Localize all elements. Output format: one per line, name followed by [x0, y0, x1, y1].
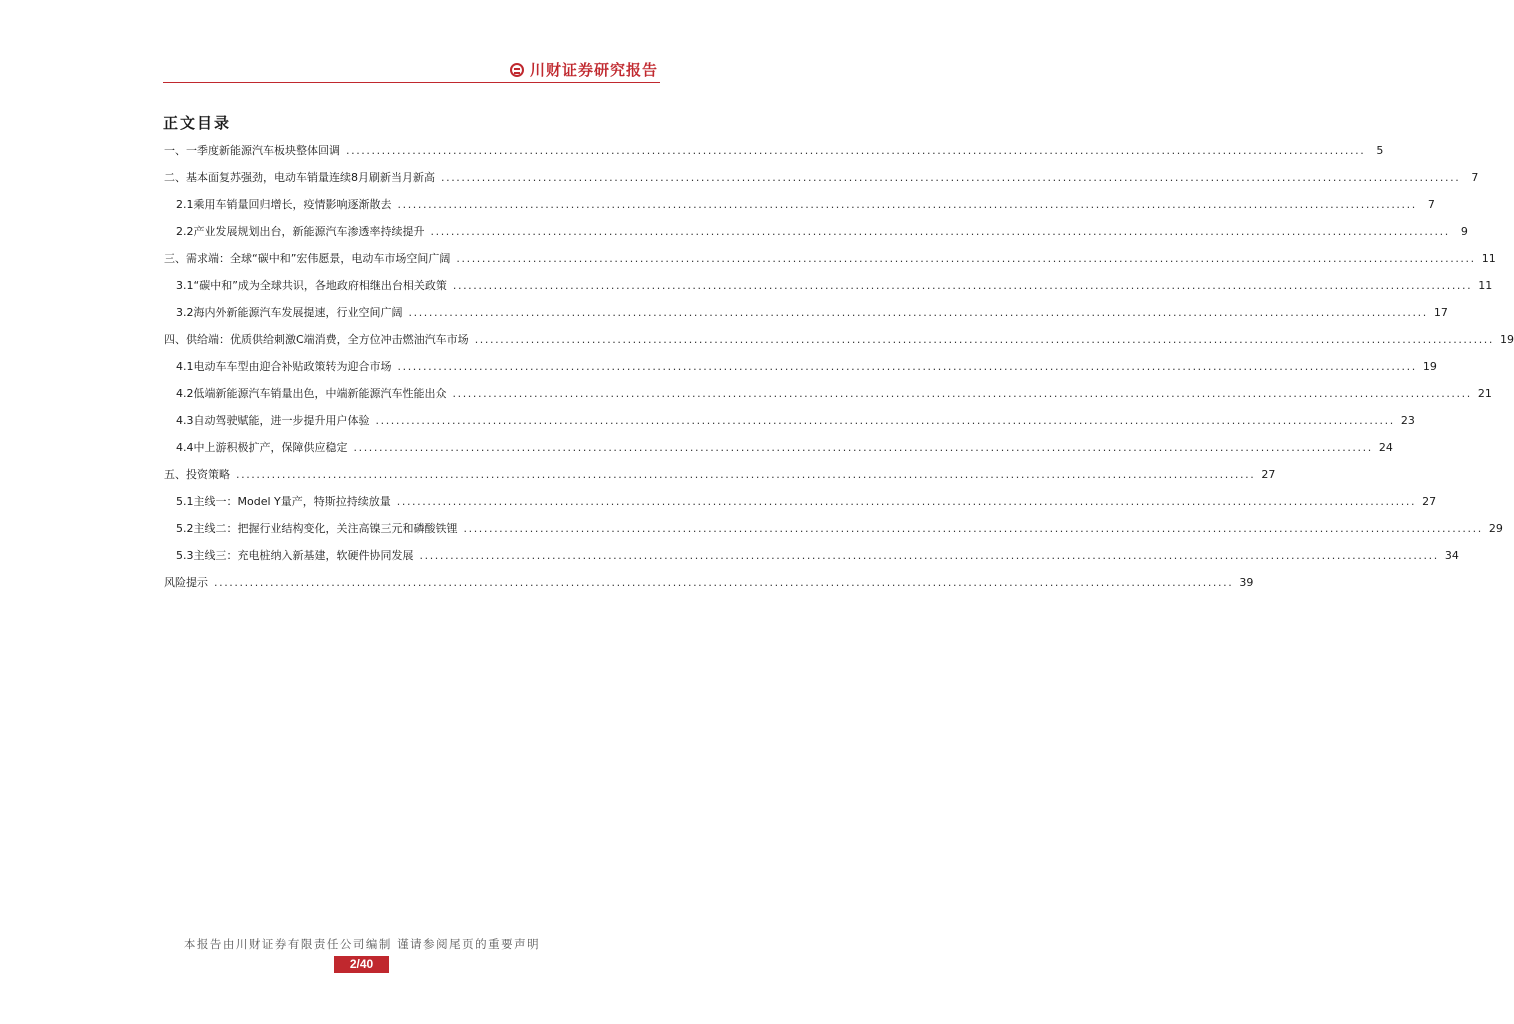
toc-entry-page: 19 — [1422, 360, 1437, 373]
toc-entry[interactable] — [176, 278, 1493, 294]
toc-entry-page: 27 — [1422, 495, 1437, 508]
toc-leader-dots: ........................................................................................................................................................................................................ — [214, 576, 1234, 589]
toc-entry-label: 2.1乘用车销量回归增长，疫情影响逐渐散去 — [176, 198, 392, 211]
toc-entry-page: 29 — [1488, 522, 1503, 535]
brand-name: 川财证券研究报告 — [529, 61, 658, 79]
toc-leader-dots: ........................................................................................................................................................................................................ — [236, 468, 1256, 481]
toc-leader-dots: ........................................................................................................................................................................................................ — [463, 522, 1483, 535]
brand — [510, 59, 658, 80]
toc-entry-label: 风险提示 — [164, 576, 208, 589]
footer-disclaimer: 本报告由川财证券有限责任公司编制 谨请参阅尾页的重要声明 — [183, 937, 541, 951]
toc-leader-dots: ........................................................................................................................................................................................................ — [353, 441, 1373, 454]
toc-entry[interactable] — [164, 170, 1479, 186]
page-number: 2/40 — [334, 956, 389, 973]
toc-entry[interactable] — [164, 332, 1514, 348]
toc-leader-dots: ........................................................................................................................................................................................................ — [441, 171, 1461, 184]
toc-entry-label: 2.2产业发展规划出台，新能源汽车渗透率持续提升 — [176, 225, 425, 238]
toc-entry[interactable] — [176, 386, 1492, 402]
toc-entry-label: 4.3自动驾驶赋能，进一步提升用户体验 — [176, 414, 370, 427]
toc-entry[interactable] — [164, 251, 1496, 267]
chuancai-logo-icon — [510, 63, 524, 77]
toc-entry-label: 5.3主线三：充电桩纳入新基建，软硬件协同发展 — [176, 549, 414, 562]
toc-entry-label: 4.2低端新能源汽车销量出色，中端新能源汽车性能出众 — [176, 387, 447, 400]
toc-leader-dots: ........................................................................................................................................................................................................ — [346, 144, 1366, 157]
toc-entry[interactable] — [176, 548, 1459, 564]
toc-entry[interactable] — [176, 413, 1415, 429]
toc-entry[interactable] — [164, 575, 1254, 591]
toc-entry-page: 21 — [1477, 387, 1492, 400]
toc-entry-label: 三、需求端：全球“碳中和”宏伟愿景，电动车市场空间广阔 — [164, 252, 451, 265]
toc-entry[interactable] — [164, 143, 1384, 159]
toc-entry-label: 5.1主线一：Model Y量产，特斯拉持续放量 — [176, 495, 391, 508]
toc-leader-dots: ........................................................................................................................................................................................................ — [375, 414, 1395, 427]
toc-leader-dots: ........................................................................................................................................................................................................ — [396, 495, 1417, 508]
toc-entry-page: 19 — [1500, 333, 1514, 346]
toc-entry-page: 23 — [1400, 414, 1415, 427]
toc-entry-label: 四、供给端：优质供给刺激C端消费，全方位冲击燃油汽车市场 — [164, 333, 469, 346]
toc-entry-page: 11 — [1481, 252, 1496, 265]
toc-entry-page: 34 — [1444, 549, 1459, 562]
toc-entry-label: 4.1电动车车型由迎合补贴政策转为迎合市场 — [176, 360, 392, 373]
toc-leader-dots: ........................................................................................................................................................................................................ — [452, 387, 1472, 400]
toc-entry-page: 24 — [1378, 441, 1393, 454]
toc-entry[interactable] — [176, 224, 1468, 240]
toc-entry-page: 7 — [1471, 171, 1479, 184]
toc-entry-label: 4.4中上游积极扩产，保障供应稳定 — [176, 441, 348, 454]
toc-entry-page: 17 — [1433, 306, 1448, 319]
toc-entry-label: 3.1“碳中和”成为全球共识，各地政府相继出台相关政策 — [176, 279, 447, 292]
toc-leader-dots: ........................................................................................................................................................................................................ — [456, 252, 1476, 265]
toc-entry-label: 五、投资策略 — [164, 468, 230, 481]
toc-entry-page: 5 — [1376, 144, 1384, 157]
toc-entry[interactable] — [176, 359, 1437, 375]
toc-entry[interactable] — [176, 440, 1393, 456]
toc-leader-dots: ........................................................................................................................................................................................................ — [430, 225, 1450, 238]
toc-leader-dots: ........................................................................................................................................................................................................ — [474, 333, 1495, 346]
toc-entry[interactable] — [164, 467, 1276, 483]
toc-entry[interactable] — [176, 305, 1448, 321]
toc-leader-dots: ........................................................................................................................................................................................................ — [397, 198, 1417, 211]
toc-entry-label: 一、一季度新能源汽车板块整体回调 — [164, 144, 340, 157]
toc-entry-page: 39 — [1239, 576, 1254, 589]
toc-entry-label: 二、基本面复苏强劲，电动车销量连续8月刷新当月新高 — [164, 171, 435, 184]
toc-entry-label: 3.2海内外新能源汽车发展提速，行业空间广阔 — [176, 306, 403, 319]
toc-entry-label: 5.2主线二：把握行业结构变化，关注高镍三元和磷酸铁锂 — [176, 522, 458, 535]
toc-entry[interactable] — [176, 521, 1503, 537]
toc-entry-page: 27 — [1261, 468, 1276, 481]
toc-title: 正文目录 — [163, 114, 232, 132]
toc-entry-page: 11 — [1478, 279, 1493, 292]
page-header — [163, 56, 660, 83]
toc-leader-dots: ........................................................................................................................................................................................................ — [408, 306, 1428, 319]
toc-leader-dots: ........................................................................................................................................................................................................ — [397, 360, 1417, 373]
toc-entry-page: 7 — [1427, 198, 1435, 211]
toc-leader-dots: ........................................................................................................................................................................................................ — [452, 279, 1473, 292]
toc-entry[interactable] — [176, 494, 1437, 510]
toc-entry[interactable] — [176, 197, 1435, 213]
toc-entry-page: 9 — [1460, 225, 1468, 238]
toc-leader-dots: ........................................................................................................................................................................................................ — [419, 549, 1439, 562]
